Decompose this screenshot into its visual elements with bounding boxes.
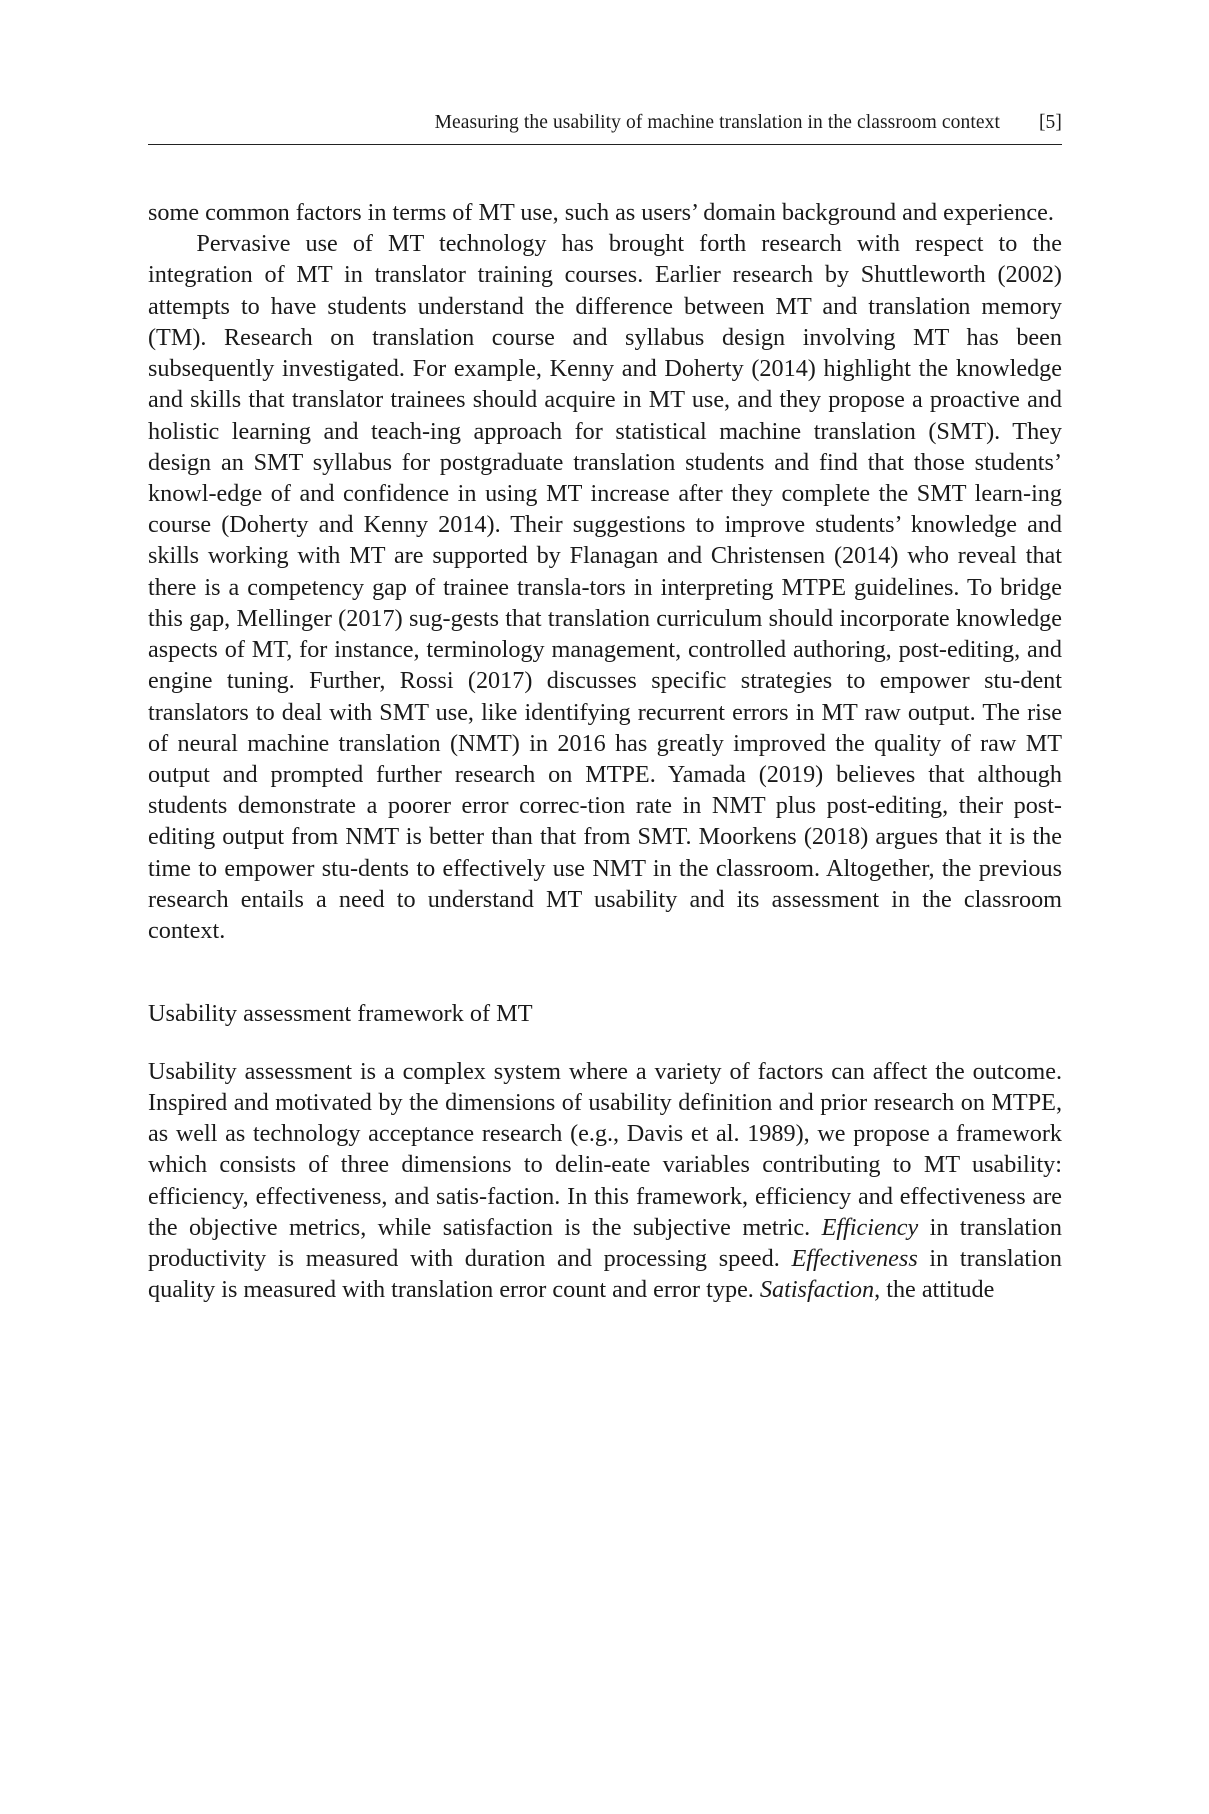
emphasis-satisfaction: Satisfaction [759,1276,875,1304]
paragraph-literature-review: Pervasive use of MT technology has brought forth research with respect to the integration of MT in translator training courses. Earlier research by Shuttleworth (2002) attempts to have students understand the difference between MT and translation memory (TM). Research on translation course and syllabus design involving MT has been subsequently investigated. For example, Kenny and Doherty (2014) highlight the knowledge and skills that translator trainees should acquire in MT use, and they propose a proactive and holistic learning and teach-ing approach for statistical machine translation (SMT). They design an SMT syllabus for postgraduate translation students and find that those students’ knowl-edge of and confidence in using MT increase after they complete the SMT learn-ing course (Doherty and Kenny 2014). Their suggestions to improve students’ knowledge and skills working with MT are supported by Flanagan and Christensen (2014) who reveal that there is a competency gap of trainee transla-tors in interpreting MTPE guidelines. To bridge this gap, Mellinger (2017) sug-gests that translation curriculum should incorporate knowledge aspects of MT, for instance, terminology management, controlled authoring, post-editing, and engine tuning. Further, Rossi (2017) discusses specific strategies to empower stu-dent translators to deal with SMT use, like identifying recurrent errors in MT raw output. The rise of neural machine translation (NMT) in 2016 has greatly improved the quality of raw MT output and prompted further research on MTPE. Yamada (2019) believes that although students demonstrate a poorer error correc-tion rate in NMT plus post-editing, their post-editing output from NMT is better than that from SMT. Moorkens (2018) argues that it is the time to empower stu-dents to effectively use NMT in the classroom. Altogether, the previous research entails a need to understand MT usability and its assessment in the classroom context. [148,230,1062,945]
emphasis-efficiency: Efficiency [821,1213,919,1241]
page-content [148,112,1062,1306]
page-number: [5] [1038,112,1062,133]
body-text [148,197,1062,946]
section-text-part4: , the attitude [874,1276,995,1304]
paragraph-continuation: some common factors in terms of MT use, such as users’ domain background and experience. [148,199,1054,226]
section-usability-framework [148,998,1062,1305]
section-text-part1: Usability assessment is a complex system where a variety of factors can affect the outcome. Inspired and motivated by the dimensions of usability definition and prior research on MTPE, as well as technology acceptance research (e.g., Davis et al. 1989), we propose a framework which consists of three dimensions to delin-eate variables contributing to MT usability: efficiency, effectiveness, and satis-faction. In this framework, efficiency and effectiveness are the objective metrics, while satisfaction is the subjective metric. [148,1057,1062,1241]
section-heading: Usability assessment framework of MT [148,1000,533,1028]
running-head [148,112,1062,145]
section-text-part3: in translation quality is measured with translation error count and error type. [148,1245,1062,1304]
section-paragraph [148,1056,1062,1306]
emphasis-effectiveness: Effectiveness [791,1245,918,1273]
section-text-part2: in translation productivity is measured with duration and processing speed. [148,1213,1062,1273]
running-head-title: Measuring the usability of machine translation in the classroom context [434,112,1000,133]
